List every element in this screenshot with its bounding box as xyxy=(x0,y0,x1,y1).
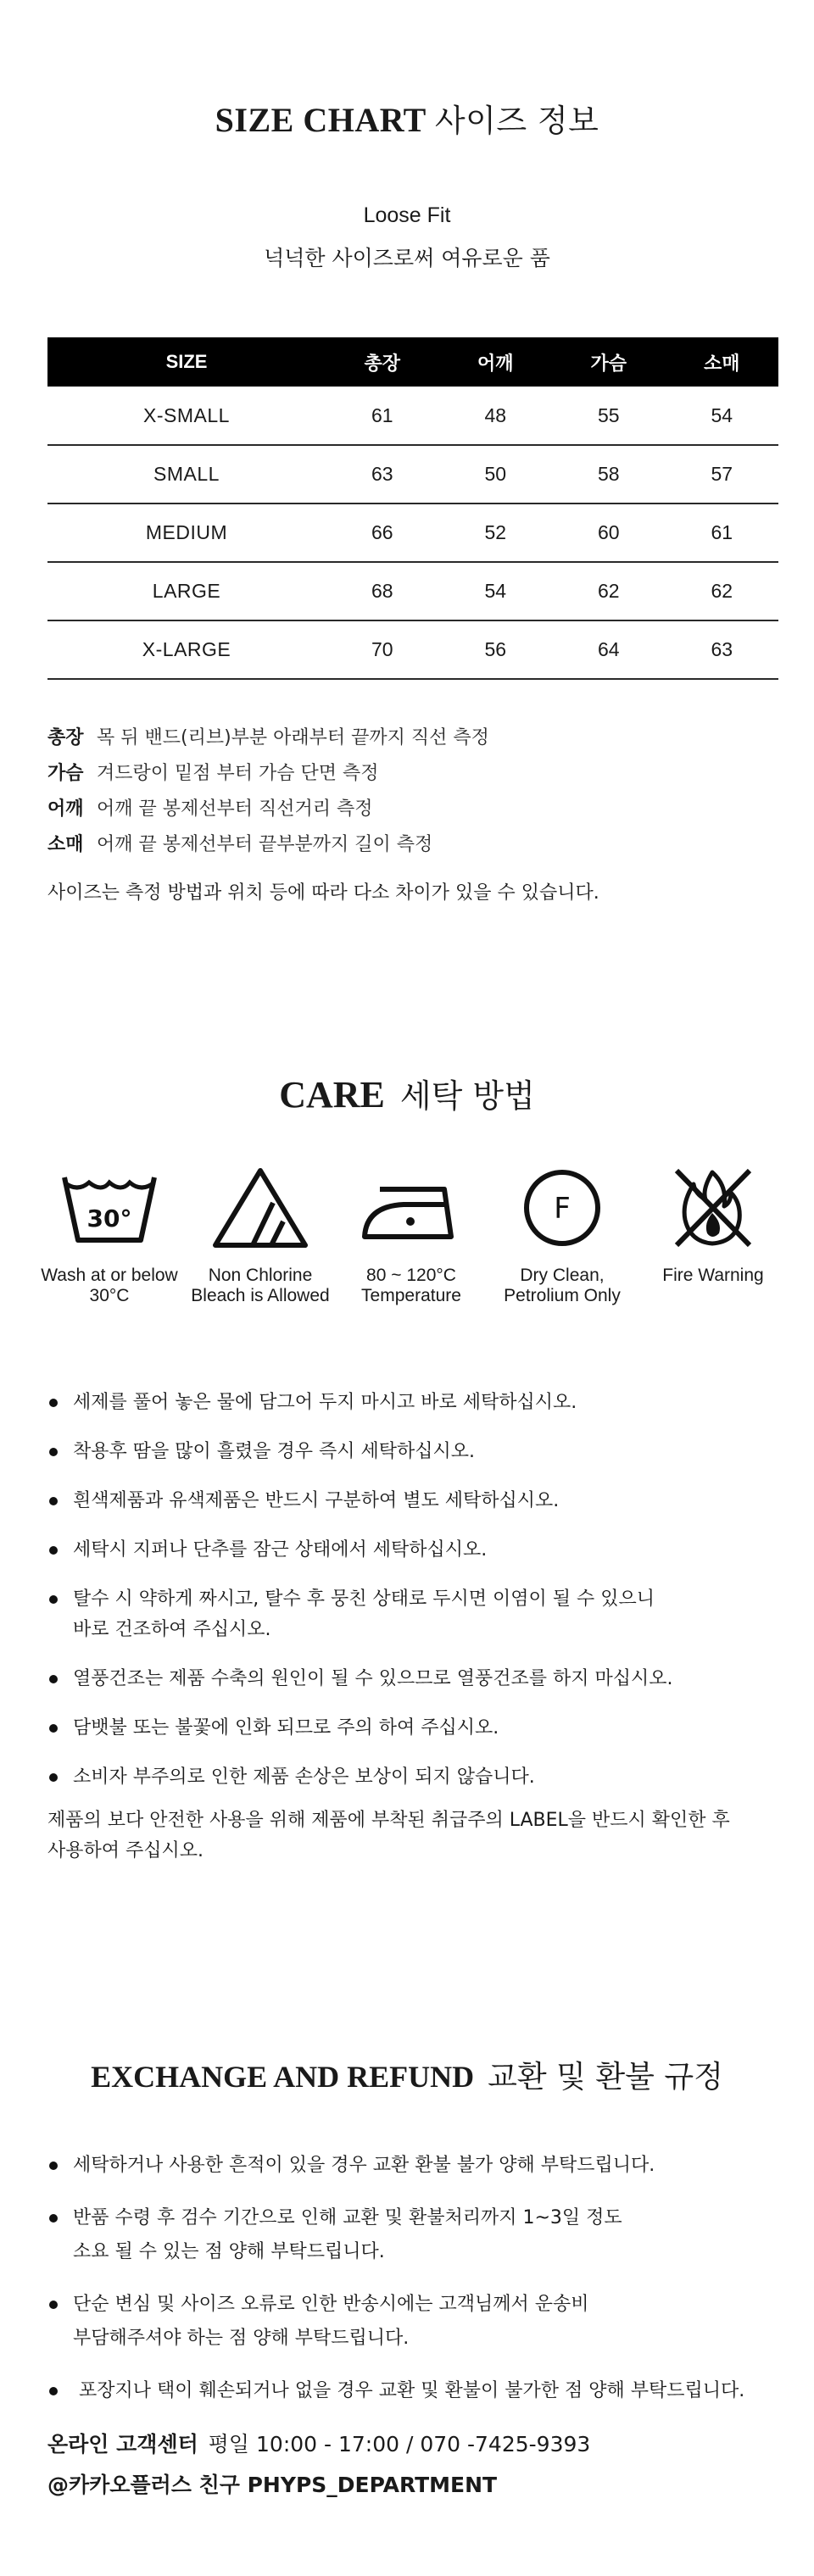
size-cell: X-SMALL xyxy=(47,387,326,445)
note-row xyxy=(47,721,489,756)
list-item: 세탁하거나 사용한 흔적이 있을 경우 교환 환불 불가 양해 부탁드립니다. xyxy=(47,2149,744,2183)
length-cell: 63 xyxy=(326,445,438,504)
table-row xyxy=(47,387,778,445)
fire-caption: Fire Warning xyxy=(662,1266,764,1285)
customer-center-hours: 평일 10:00 - 17:00 / 070 -7425-9393 xyxy=(208,2432,591,2456)
fit-description: 넉넉한 사이즈로써 여유로운 품 xyxy=(264,246,550,270)
shoulder-cell: 56 xyxy=(439,620,552,679)
exchange-title xyxy=(0,2053,814,2096)
size-cell: MEDIUM xyxy=(47,504,326,562)
care-title-ko: 세탁 방법 xyxy=(399,1077,535,1115)
care-item-iron xyxy=(336,1166,487,1306)
care-title-en: CARE xyxy=(279,1074,385,1116)
measurement-notes xyxy=(47,721,489,863)
list-item: 반품 수령 후 검수 기간으로 인해 교환 및 환불처리까지 1~3일 정도 소요 될 수 있는 점 양해 부탁드립니다. xyxy=(47,2201,744,2269)
size-cell: LARGE xyxy=(47,562,326,620)
length-cell: 66 xyxy=(326,504,438,562)
size-cell: SMALL xyxy=(47,445,326,504)
table-row xyxy=(47,620,778,679)
note-row xyxy=(47,827,489,863)
care-item-wash xyxy=(34,1166,185,1306)
exchange-title-ko: 교환 및 환불 규정 xyxy=(488,2060,723,2095)
care-title xyxy=(0,1070,814,1116)
customer-center-label: 온라인 고객센터 xyxy=(47,2432,198,2456)
care-item-fire xyxy=(638,1166,789,1306)
length-cell: 68 xyxy=(326,562,438,620)
shoulder-cell: 52 xyxy=(439,504,552,562)
table-row xyxy=(47,562,778,620)
customer-center xyxy=(47,2428,590,2458)
header-size: SIZE xyxy=(47,337,326,387)
size-chart-title-en: SIZE CHART xyxy=(215,101,427,139)
list-item: 착용후 땀을 많이 흘렸을 경우 즉시 세탁하십시오. xyxy=(47,1437,673,1467)
care-label-notice: 제품의 보다 안전한 사용을 위해 제품에 부착된 취급주의 LABEL을 반드시 확인한 후 사용하여 주십시오. xyxy=(47,1810,730,1861)
note-text: 목 뒤 밴드(리브)부분 아래부터 끝까지 직선 측정 xyxy=(97,727,489,748)
header-shoulder: 어깨 xyxy=(439,337,552,387)
table-row xyxy=(47,504,778,562)
note-label: 어깨 xyxy=(47,798,84,820)
note-text: 어깨 끝 봉제선부터 끝부분까지 길이 측정 xyxy=(97,834,433,855)
sleeve-cell: 54 xyxy=(666,387,779,445)
size-chart-title-ko: 사이즈 정보 xyxy=(434,103,599,139)
wash-caption: Wash at or below 30°C xyxy=(41,1266,178,1305)
fire-warning-icon xyxy=(658,1166,768,1250)
dryclean-symbol: F xyxy=(554,1192,571,1226)
note-text: 겨드랑이 밑점 부터 가슴 단면 측정 xyxy=(97,763,379,784)
size-table xyxy=(47,337,778,680)
exchange-policy-list xyxy=(47,2149,744,2427)
note-label: 가슴 xyxy=(47,763,84,784)
header-sleeve: 소매 xyxy=(666,337,779,387)
note-label: 소매 xyxy=(47,834,84,855)
care-item-bleach xyxy=(185,1166,336,1306)
list-item: 단순 변심 및 사이즈 오류로 인한 반송시에는 고객님께서 운송비 부담해주셔야 하는 점 양해 부탁드립니다. xyxy=(47,2288,744,2356)
iron-caption: 80 ~ 120°C Temperature xyxy=(361,1266,461,1305)
list-item: 세탁시 지퍼나 단추를 잠근 상태에서 세탁하십시오. xyxy=(47,1535,673,1566)
list-item: 포장지나 택이 훼손되거나 없을 경우 교환 및 환불이 불가한 점 양해 부탁드립니다. xyxy=(47,2374,744,2408)
care-icons xyxy=(34,1166,789,1306)
note-row xyxy=(47,792,489,827)
wash-30-icon xyxy=(54,1166,164,1250)
wash-temp-symbol: 30° xyxy=(86,1205,132,1232)
kakao-plus-friend: @카카오플러스 친구 PHYPS_DEPARTMENT xyxy=(47,2473,498,2497)
sleeve-cell: 63 xyxy=(666,620,779,679)
exchange-title-en: EXCHANGE AND REFUND xyxy=(91,2060,475,2094)
list-item: 흰색제품과 유색제품은 반드시 구분하여 별도 세탁하십시오. xyxy=(47,1486,673,1516)
header-length: 총장 xyxy=(326,337,438,387)
size-table-header xyxy=(47,337,778,387)
chest-cell: 60 xyxy=(552,504,665,562)
sleeve-cell: 62 xyxy=(666,562,779,620)
iron-icon xyxy=(356,1166,466,1250)
chest-cell: 55 xyxy=(552,387,665,445)
bleach-caption: Non Chlorine Bleach is Allowed xyxy=(191,1266,330,1305)
note-label: 총장 xyxy=(47,727,84,748)
fit-label: Loose Fit xyxy=(363,203,451,227)
size-cell: X-LARGE xyxy=(47,620,326,679)
table-row xyxy=(47,445,778,504)
list-item: 세제를 풀어 놓은 물에 담그어 두지 마시고 바로 세탁하십시오. xyxy=(47,1388,673,1418)
shoulder-cell: 48 xyxy=(439,387,552,445)
shoulder-cell: 54 xyxy=(439,562,552,620)
list-item: 열풍건조는 제품 수축의 원인이 될 수 있으므로 열풍건조를 하지 마십시오. xyxy=(47,1664,673,1694)
shoulder-cell: 50 xyxy=(439,445,552,504)
size-disclaimer: 사이즈는 측정 방법과 위치 등에 따라 다소 차이가 있을 수 있습니다. xyxy=(47,882,599,904)
dry-clean-petroleum-icon xyxy=(507,1166,617,1250)
chest-cell: 62 xyxy=(552,562,665,620)
sleeve-cell: 61 xyxy=(666,504,779,562)
note-row xyxy=(47,756,489,792)
sleeve-cell: 57 xyxy=(666,445,779,504)
list-item: 담뱃불 또는 불꽃에 인화 되므로 주의 하여 주십시오. xyxy=(47,1713,673,1744)
dryclean-caption: Dry Clean, Petrolium Only xyxy=(504,1266,621,1305)
care-instructions xyxy=(47,1388,673,1811)
chest-cell: 64 xyxy=(552,620,665,679)
note-text: 어깨 끝 봉제선부터 직선거리 측정 xyxy=(97,798,373,820)
list-item: 소비자 부주의로 인한 제품 손상은 보상이 되지 않습니다. xyxy=(47,1762,673,1793)
chest-cell: 58 xyxy=(552,445,665,504)
length-cell: 70 xyxy=(326,620,438,679)
size-chart-title xyxy=(0,95,814,141)
header-chest: 가슴 xyxy=(552,337,665,387)
list-item: 탈수 시 약하게 짜시고, 탈수 후 뭉친 상태로 두시면 이염이 될 수 있으니 바로 건조하여 주십시오. xyxy=(47,1584,673,1645)
length-cell: 61 xyxy=(326,387,438,445)
chlorine-bleach-allowed-icon xyxy=(205,1166,315,1250)
care-item-dryclean xyxy=(487,1166,638,1306)
